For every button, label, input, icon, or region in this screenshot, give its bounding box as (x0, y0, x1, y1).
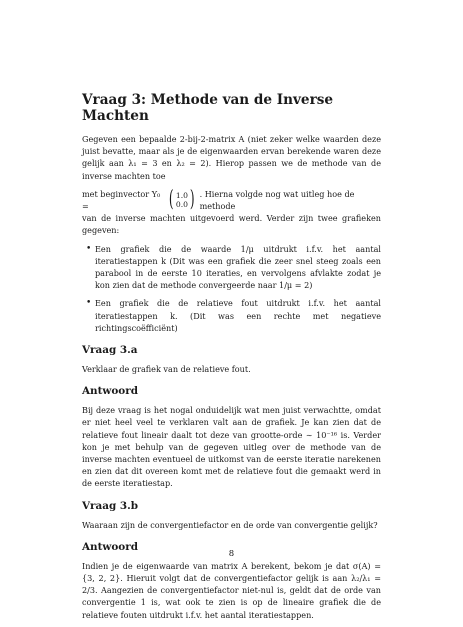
vector-bottom: 0.0 (175, 200, 188, 210)
page-number: 8 (228, 549, 235, 559)
left-paren: ( (169, 187, 174, 213)
answer-3a (82, 385, 381, 489)
question-3a-heading: Vraag 3.a (82, 344, 138, 357)
intro-paragraph: Gegeven een bepaalde 2-bij-2-matrix A (niet zeker welke waarden deze juist bevatte, maar als je de eigenwaarden ervan berekende waren deze gelijk aan λ₁ = 3 en λ₂ = 2). Hierop passen we de methode van de inverse machten toe (82, 134, 381, 181)
question-3b-heading: Vraag 3.b (82, 499, 138, 512)
answer-3b-heading: Antwoord (82, 540, 138, 553)
graph-list (82, 243, 381, 334)
page-content (82, 92, 381, 627)
vector-prefix: met beginvector Y₀ = (82, 188, 161, 212)
vector-column (176, 191, 188, 209)
question-3a (82, 344, 381, 375)
intro-after-vector: van de inverse machten uitgevoerd werd. Verder zijn twee grafieken gegeven: (82, 213, 381, 236)
bullet-icon: • (86, 243, 92, 254)
list-item-text: Een grafiek die de waarde 1/μ uitdrukt i.f.v. het aantal iteratiestappen k (Dit was een grafiek die zeer snel steeg zoals een parabool in de eerste 10 iteraties, en vervolgens afvlakte zodat je kon zien dat de methode convergeerde naar 1/μ = 2) (95, 243, 381, 291)
list-item (82, 297, 381, 334)
begin-vector (167, 189, 196, 211)
list-item-text: Een grafiek die de relatieve fout uitdrukt i.f.v. het aantal iteratiestappen k. (Dit was een rechte met negatieve richtingscoëfficiënt) (95, 298, 381, 333)
right-paren: ) (189, 187, 195, 213)
begin-vector-line (82, 188, 381, 212)
answer-3a-text: Bij deze vraag is het nogal onduidelijk wat men juist verwachtte, omdat er niet heel veel te verklaren valt aan de grafiek. Je kan zien dat de relatieve fout lineair daalt tot deze van grootte-orde ∼ 10⁻¹⁶ is. Verder kon je met behulp van de gegeven uitleg over de methode van de inverse machten eventueel de uitkomst van de eerste iteratie narekenen en zien dat dit overeen komt met de relatieve fout die gemaakt werd in de eerste iteratiestap. (82, 405, 381, 489)
vector-suffix: . Hierna volgde nog wat uitleg hoe de methode (199, 188, 355, 212)
answer-3b-text: Indien je de eigenwaarde van matrix A berekent, bekom je dat σ(A) = {3, 2, 2}. Hieruit volgt dat de convergentiefactor gelijk is aan λ₂/λ₁ = 2/3. Aangezien de convergentiefactor niet-nul is, geldt dat de orde van convergentie 1 is, wat ook te zien is op de lineaire grafiek die de relatieve fouten uitdrukt i.f.v. het aantal iteratiestappen. (82, 560, 381, 620)
section-title: Vraag 3: Methode van de Inverse Machten (82, 92, 334, 124)
bullet-icon: • (86, 298, 92, 309)
answer-3a-heading: Antwoord (82, 385, 138, 398)
question-3b-text: Waaraan zijn de convergentiefactor en de orde van convergentie gelijk? (82, 519, 378, 530)
vector-top: 1.0 (175, 191, 188, 201)
list-item (82, 243, 381, 292)
question-3b (82, 500, 381, 531)
question-3a-text: Verklaar de grafiek van de relatieve fout. (82, 364, 251, 375)
